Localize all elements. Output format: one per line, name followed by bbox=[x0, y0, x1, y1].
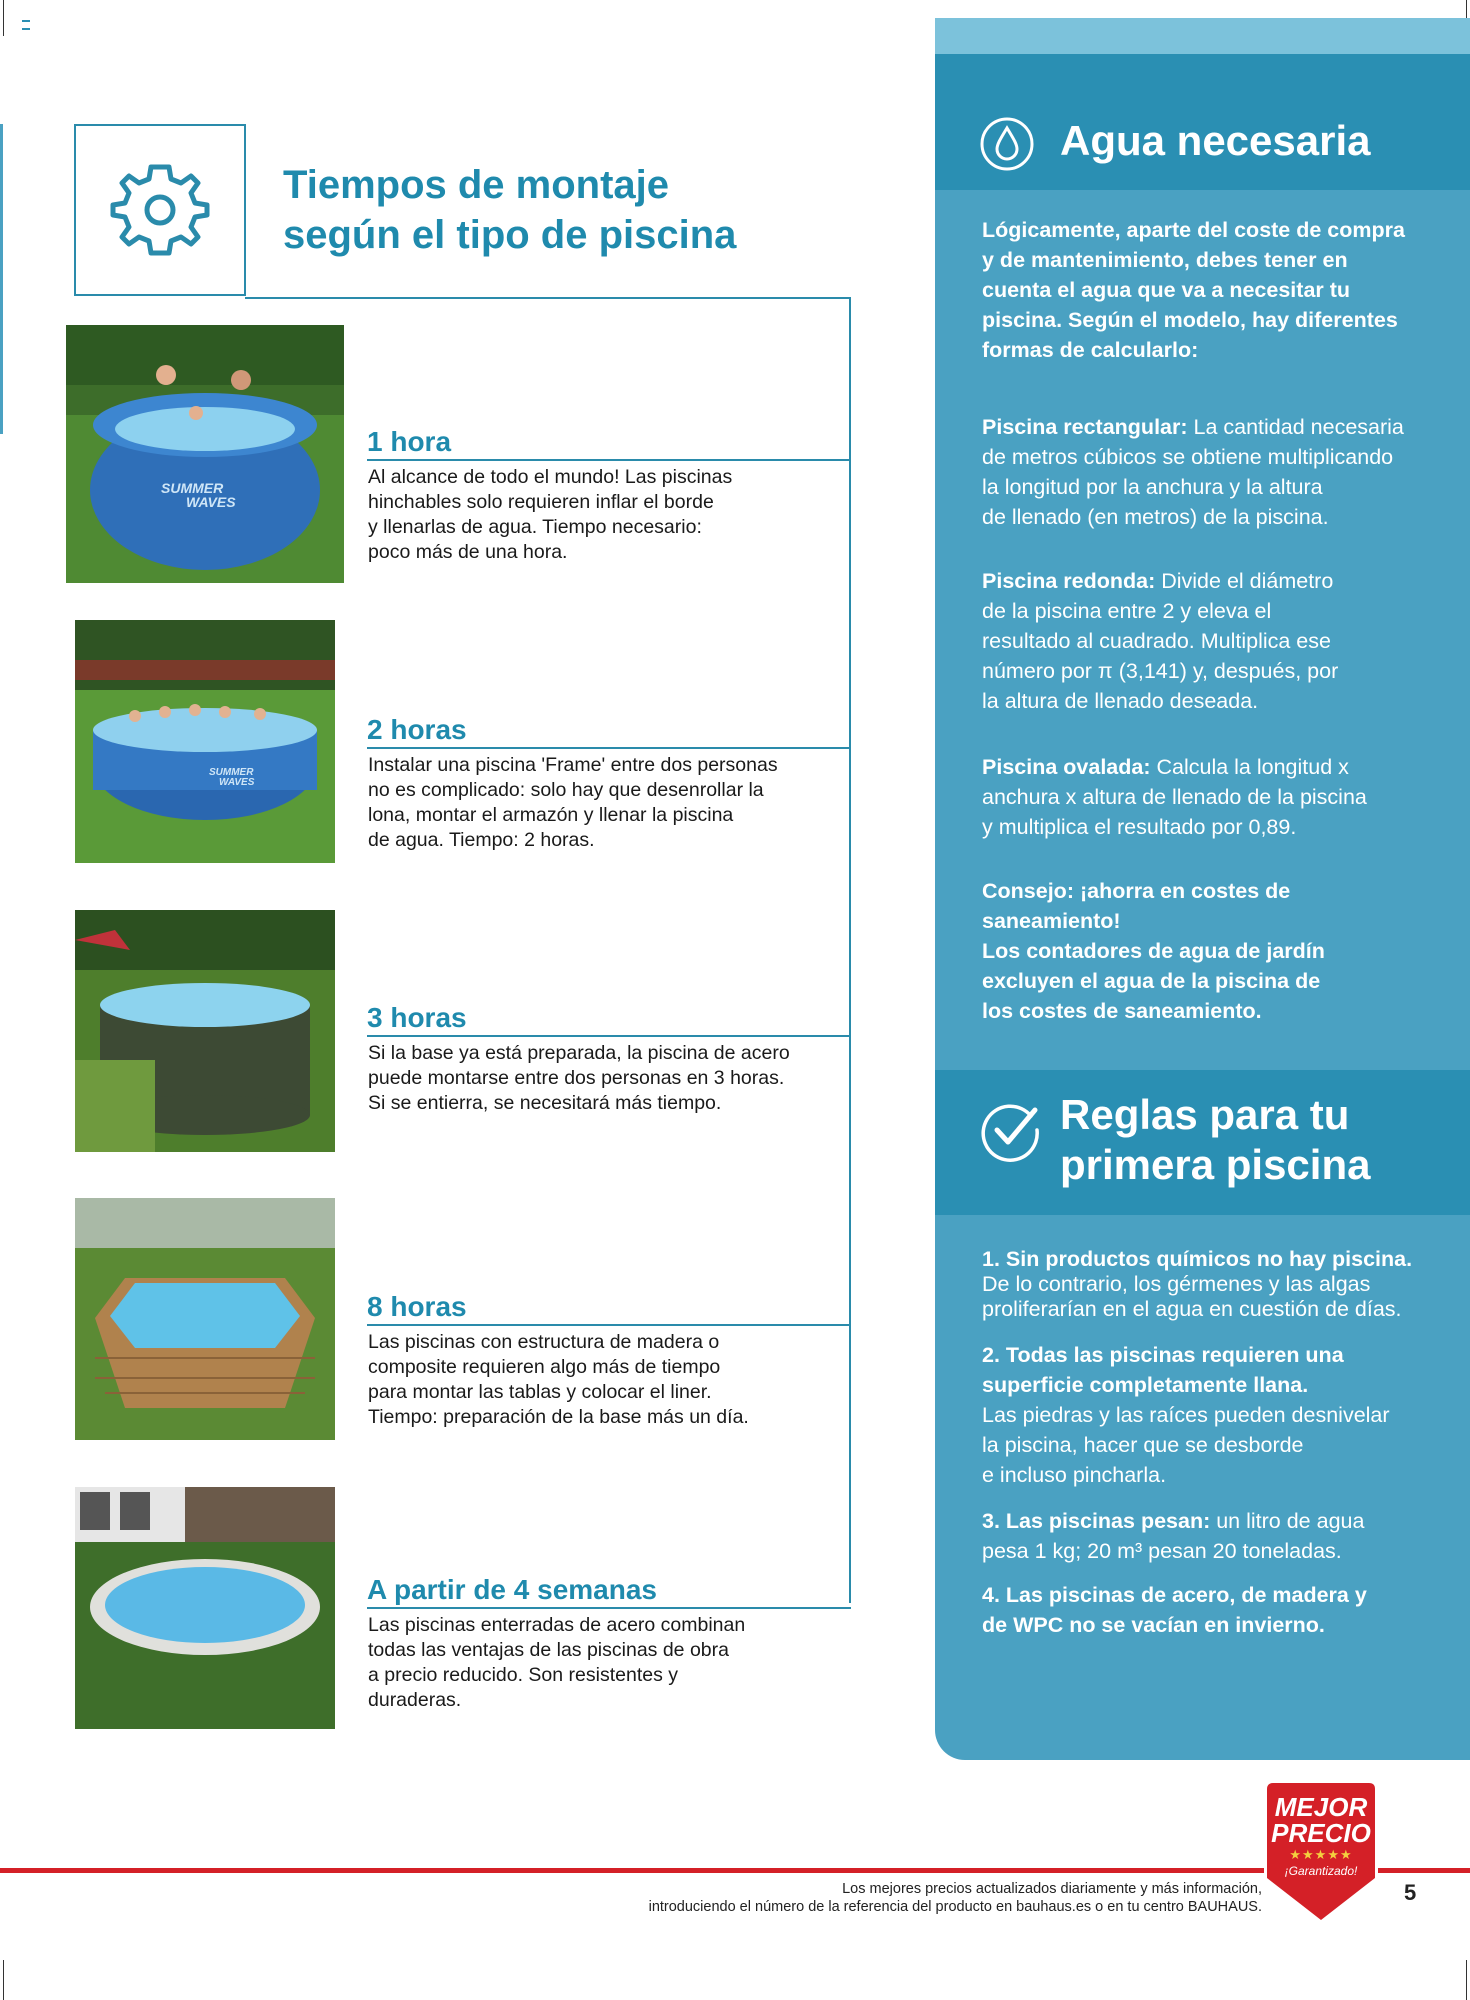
item-description bbox=[368, 1041, 828, 1116]
photo-frame-pool bbox=[75, 620, 335, 863]
oval-pool-formula bbox=[982, 752, 1422, 842]
item-heading: 8 horas bbox=[367, 1290, 851, 1326]
checkmark-icon bbox=[979, 1098, 1043, 1162]
rule-1 bbox=[982, 1247, 1422, 1322]
text-line: la piscina, hacer que se desborde bbox=[982, 1433, 1304, 1457]
text-line: Si se entierra, se necesitará más tiempo. bbox=[368, 1092, 722, 1114]
text-line: La cantidad necesaria bbox=[1187, 415, 1404, 439]
rect-pool-formula bbox=[982, 412, 1422, 532]
panel-top-strip bbox=[935, 18, 1470, 54]
text-line: pesa 1 kg; 20 m³ pesan 20 toneladas. bbox=[982, 1539, 1342, 1563]
best-price-badge bbox=[1264, 1780, 1378, 1925]
text-line: a precio reducido. Son resistentes y bbox=[368, 1664, 679, 1686]
badge-line: MEJOR bbox=[1274, 1792, 1368, 1822]
rule-heading: 1. Sin productos químicos no hay piscina. bbox=[982, 1247, 1413, 1271]
text-line: los costes de saneamiento. bbox=[982, 999, 1262, 1023]
photo-brand-text: SUMMER bbox=[161, 480, 224, 496]
water-header-band bbox=[935, 54, 1470, 190]
badge-line: PRECIO bbox=[1271, 1818, 1371, 1848]
photo-brand-text: WAVES bbox=[186, 494, 236, 510]
item-heading: 1 hora bbox=[367, 425, 851, 461]
water-title: Agua necesaria bbox=[1060, 117, 1371, 164]
item-description bbox=[368, 753, 828, 853]
rules-header-band bbox=[935, 1070, 1470, 1215]
item-description bbox=[368, 1613, 828, 1713]
item-heading: 3 horas bbox=[367, 1001, 851, 1037]
crop-mark bbox=[3, 1960, 4, 2000]
text-line: y de mantenimiento, debes tener en bbox=[982, 248, 1348, 272]
photo-steel-pool bbox=[75, 910, 335, 1152]
rule-4 bbox=[982, 1580, 1422, 1640]
item-description bbox=[368, 1330, 828, 1430]
text-line: Al alcance de todo el mundo! Las piscinas bbox=[368, 466, 733, 488]
text-line: hinchables solo requieren inflar el borde bbox=[368, 491, 714, 513]
rule-heading: superficie completamente llana. bbox=[982, 1373, 1309, 1397]
text-line: número por π (3,141) y, después, por bbox=[982, 659, 1339, 683]
text-line: Las piscinas con estructura de madera o bbox=[368, 1331, 720, 1353]
text-line: proliferarían en el agua en cuestión de días. bbox=[982, 1297, 1402, 1321]
text-line: piscina. Según el modelo, hay diferentes bbox=[982, 308, 1398, 332]
water-intro bbox=[982, 215, 1422, 365]
text-line: lona, montar el armazón y llenar la piscina bbox=[368, 804, 734, 826]
text-line: excluyen el agua de la piscina de bbox=[982, 969, 1321, 993]
text-line: De lo contrario, los gérmenes y las algas bbox=[982, 1272, 1371, 1296]
text-line: Calcula la longitud x bbox=[1150, 755, 1349, 779]
text-line: formas de calcularlo: bbox=[982, 338, 1199, 362]
text-line: de la piscina entre 2 y eleva el bbox=[982, 599, 1272, 623]
page-number: 5 bbox=[1404, 1880, 1417, 1905]
crop-mark bbox=[3, 0, 4, 36]
rules-title bbox=[1060, 1090, 1370, 1190]
rule-heading: 3. Las piscinas pesan: bbox=[982, 1509, 1211, 1533]
rule-heading: 2. Todas las piscinas requieren una bbox=[982, 1343, 1344, 1367]
left-accent-bar bbox=[0, 124, 3, 434]
text-line: no es complicado: solo hay que desenrollar la bbox=[368, 779, 764, 801]
text-line: puede montarse entre dos personas en 3 horas. bbox=[368, 1067, 785, 1089]
footer-note bbox=[560, 1880, 1262, 1916]
text-line: Los contadores de agua de jardín bbox=[982, 939, 1325, 963]
title-line: Tiempos de montaje bbox=[283, 163, 670, 207]
formula-label: Piscina redonda: bbox=[982, 569, 1156, 593]
text-line: de metros cúbicos se obtiene multiplicando bbox=[982, 445, 1394, 469]
text-line: Las piedras y las raíces pueden desnivelar bbox=[982, 1403, 1390, 1427]
text-line: composite requieren algo más de tiempo bbox=[368, 1356, 721, 1378]
badge-guarantee: ¡Garantizado! bbox=[1284, 1864, 1358, 1878]
item-description bbox=[368, 465, 828, 565]
page-title bbox=[283, 160, 743, 260]
text-line: Instalar una piscina 'Frame' entre dos personas bbox=[368, 754, 778, 776]
text-line: la longitud por la anchura y la altura bbox=[982, 475, 1323, 499]
photo-inground-pool bbox=[75, 1487, 335, 1729]
formula-label: Piscina ovalada: bbox=[982, 755, 1151, 779]
text-line: todas las ventajas de las piscinas de obra bbox=[368, 1639, 729, 1661]
item-heading: A partir de 4 semanas bbox=[367, 1573, 851, 1609]
text-line: de llenado (en metros) de la piscina. bbox=[982, 505, 1329, 529]
item-heading: 2 horas bbox=[367, 713, 851, 749]
footer-red-line bbox=[0, 1868, 1470, 1873]
text-line: y llenarlas de agua. Tiempo necesario: bbox=[368, 516, 702, 538]
round-pool-formula bbox=[982, 566, 1422, 716]
text-line: Consejo: ¡ahorra en costes de saneamiento! bbox=[982, 879, 1291, 933]
text-line: Tiempo: preparación de la base más un día. bbox=[368, 1406, 749, 1428]
text-line: y multiplica el resultado por 0,89. bbox=[982, 815, 1297, 839]
text-line: e incluso pincharla. bbox=[982, 1463, 1167, 1487]
text-line: cuenta el agua que va a necesitar tu bbox=[982, 278, 1351, 302]
text-line: la altura de llenado deseada. bbox=[982, 689, 1259, 713]
title-line: primera piscina bbox=[1060, 1141, 1371, 1188]
rule-3 bbox=[982, 1506, 1422, 1566]
text-line: Divide el diámetro bbox=[1155, 569, 1334, 593]
text-line: un litro de agua bbox=[1210, 1509, 1365, 1533]
photo-wooden-pool bbox=[75, 1198, 335, 1440]
text-line: poco más de una hora. bbox=[368, 541, 568, 563]
text-line: para montar las tablas y colocar el liner. bbox=[368, 1381, 712, 1403]
text-line: anchura x altura de llenado de la piscina bbox=[982, 785, 1367, 809]
text-line: Las piscinas enterradas de acero combinan bbox=[368, 1614, 746, 1636]
photo-brand-text: SUMMER bbox=[209, 767, 254, 778]
text-line: resultado al cuadrado. Multiplica ese bbox=[982, 629, 1331, 653]
water-drop-icon bbox=[979, 116, 1035, 172]
rule-heading: de WPC no se vacían en invierno. bbox=[982, 1613, 1325, 1637]
title-line: según el tipo de piscina bbox=[283, 213, 737, 257]
rule-2 bbox=[982, 1340, 1422, 1490]
title-line: Reglas para tu bbox=[1060, 1091, 1350, 1138]
photo-inflatable-pool bbox=[66, 325, 344, 583]
gear-icon-box bbox=[74, 124, 246, 296]
text-line: Lógicamente, aparte del coste de compra bbox=[982, 218, 1405, 242]
footer-line: introduciendo el número de la referencia del producto en bauhaus.es o en tu centro BAUHAUS. bbox=[648, 1899, 1262, 1915]
photo-brand-text: WAVES bbox=[219, 777, 255, 788]
formula-label: Piscina rectangular: bbox=[982, 415, 1188, 439]
badge-stars: ★★★★★ bbox=[1289, 1847, 1353, 1862]
crop-mark bbox=[1466, 1960, 1467, 2000]
saving-tip bbox=[982, 876, 1422, 1026]
text-line: Si la base ya está preparada, la piscina de acero bbox=[368, 1042, 790, 1064]
text-line: duraderas. bbox=[368, 1689, 462, 1711]
menu-mark bbox=[22, 20, 30, 30]
gear-icon bbox=[76, 126, 244, 294]
text-line: de agua. Tiempo: 2 horas. bbox=[368, 829, 595, 851]
footer-line: Los mejores precios actualizados diariamente y más información, bbox=[842, 1881, 1262, 1897]
rule-heading: 4. Las piscinas de acero, de madera y bbox=[982, 1583, 1367, 1607]
